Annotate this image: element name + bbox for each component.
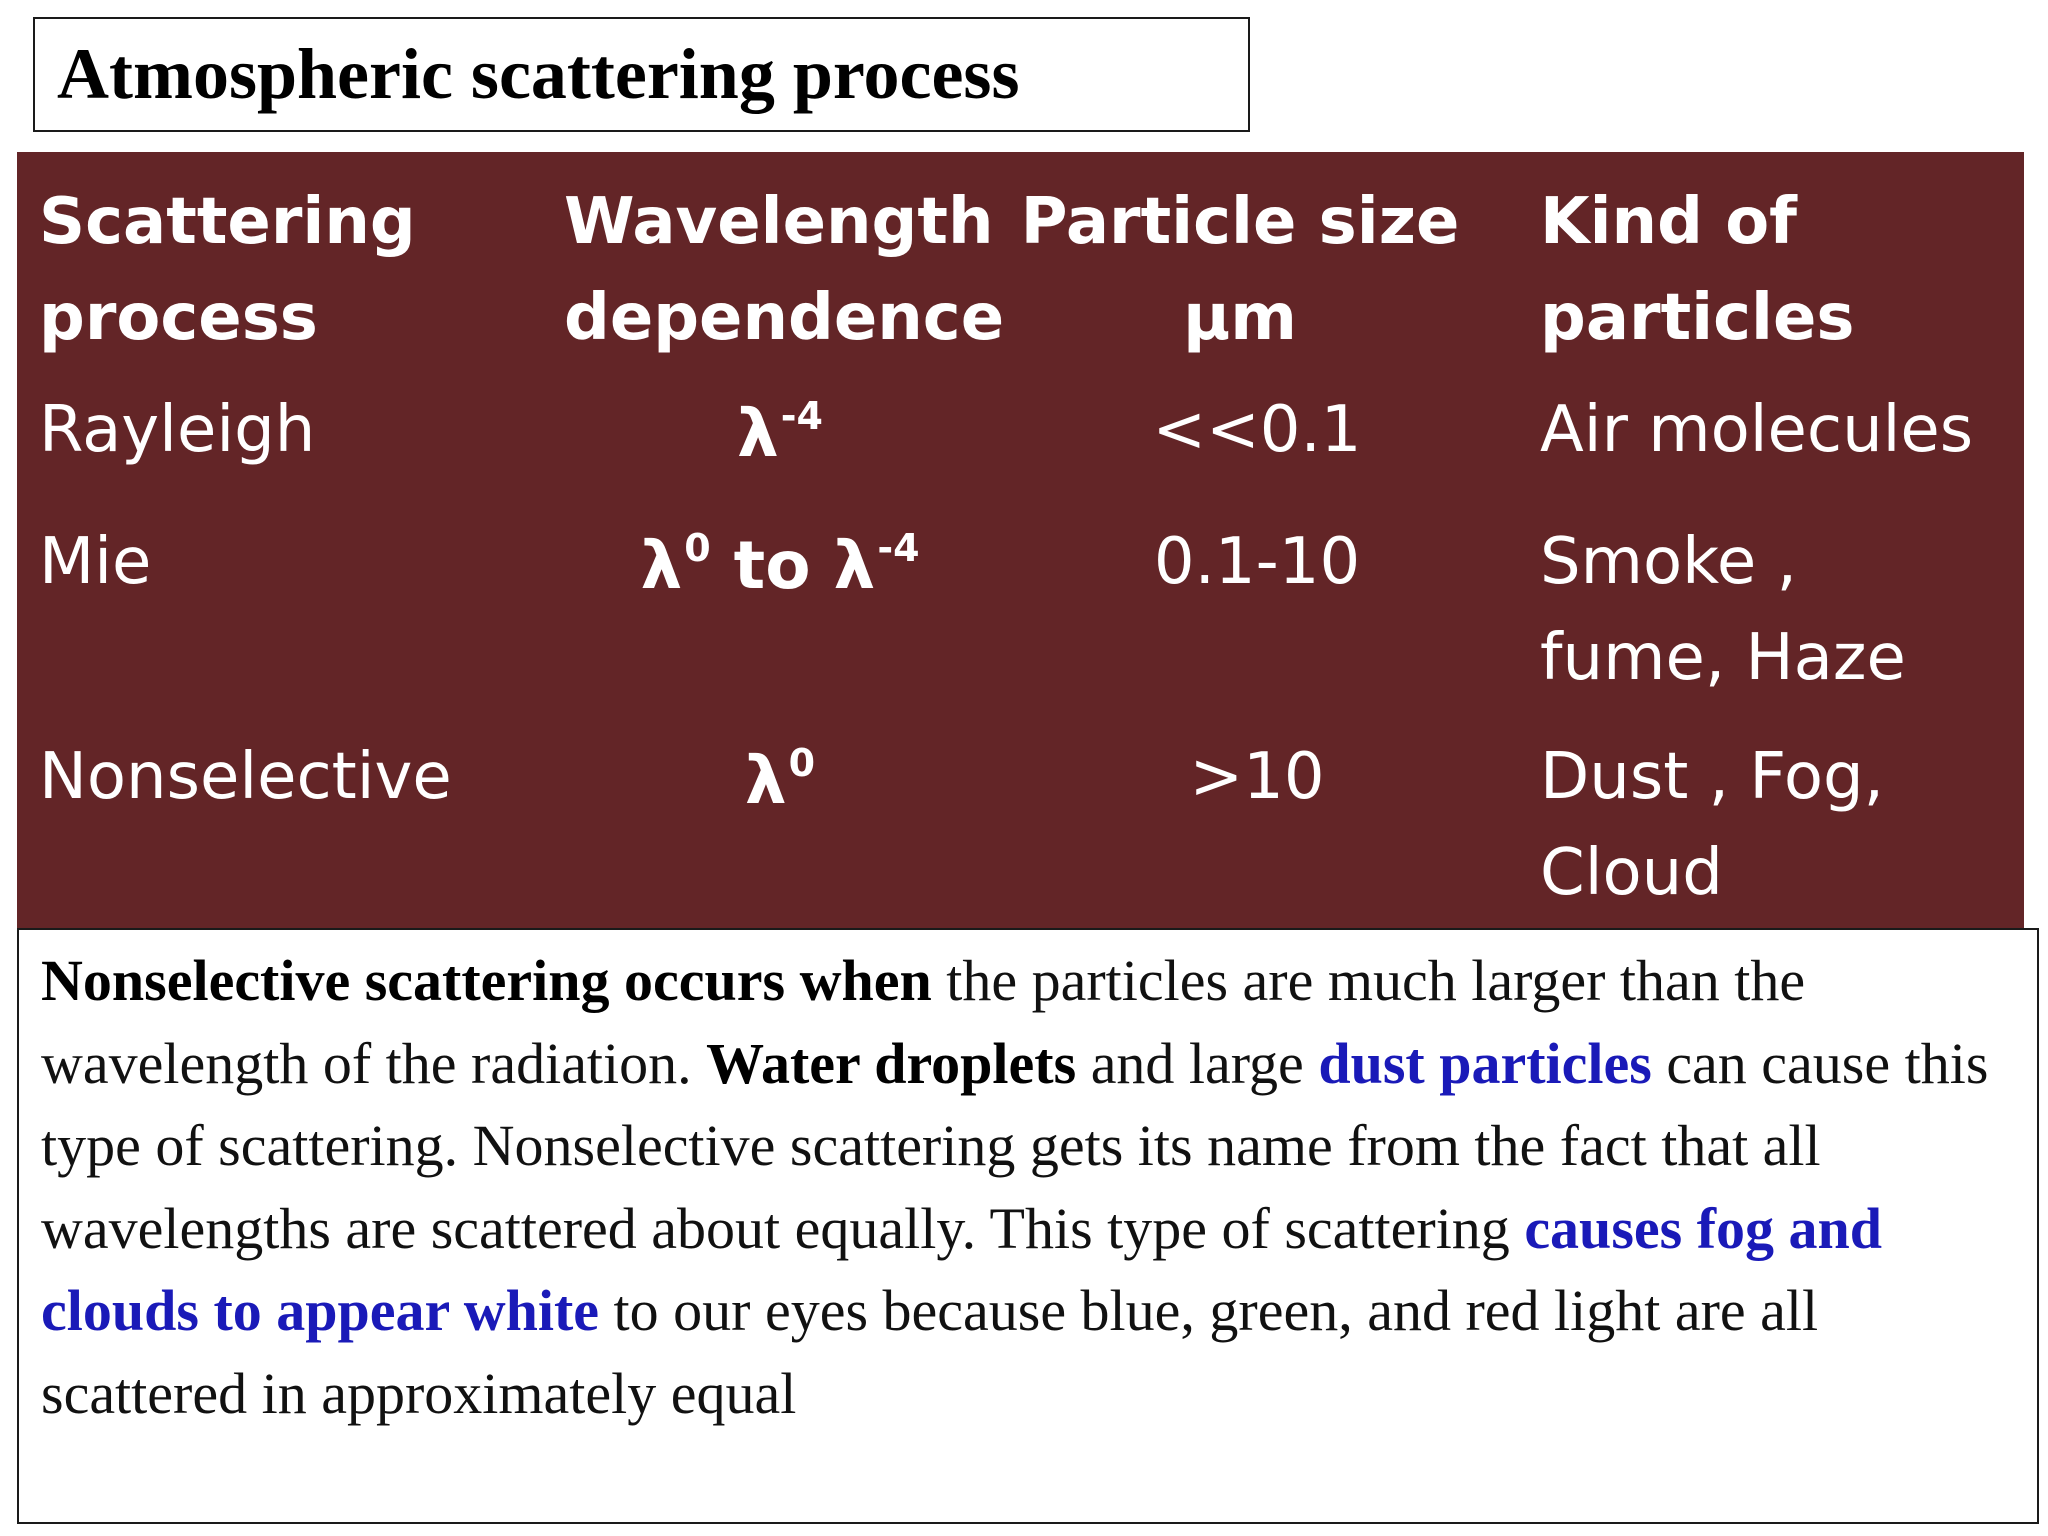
explanation-box [17, 928, 2039, 1524]
particles-line: Cloud [1540, 836, 1723, 910]
row-rayleigh-size: <<0.1 [1152, 393, 1362, 467]
body-text: the particles are much larger than the wavelength of the radiation. [41, 948, 1806, 1096]
emphasis-text: Water droplets [706, 1030, 1077, 1096]
header-line: Kind of [1540, 185, 1797, 259]
title-box [33, 17, 1250, 132]
lambda-symbol: λ [640, 527, 683, 604]
row-mie-process: Mie [39, 525, 152, 599]
header-line: µm [1183, 281, 1297, 355]
body-text: and large [1076, 1030, 1319, 1096]
row-rayleigh-particles [1540, 382, 1973, 478]
exponent: -4 [780, 394, 823, 438]
row-mie-size: 0.1-10 [1153, 525, 1361, 599]
header-kind-of-particles [1540, 174, 1854, 366]
particles-line: Smoke , [1540, 525, 1797, 599]
body-text: can cause this type of scattering. Nonselective scattering gets its name from the fact that all wavelengths are scattered about equally. This type of scattering [41, 1030, 1989, 1261]
particles-line: fume, Haze [1540, 621, 1906, 695]
header-line: dependence [564, 281, 1005, 355]
scattering-table [17, 152, 2024, 930]
header-line: Particle size [1020, 185, 1460, 259]
row-nonselective-wavelength [745, 719, 815, 829]
header-wavelength-dependence [564, 174, 1004, 366]
header-particle-size [1021, 174, 1460, 366]
exponent: 0 [684, 526, 711, 570]
explanation-paragraph [41, 940, 2026, 1435]
header-line: process [39, 281, 318, 355]
emphasis-text: Nonselective scattering occurs when [41, 948, 932, 1013]
row-mie-wavelength [640, 504, 919, 614]
wavelength-connector: to [710, 527, 834, 604]
row-rayleigh-process: Rayleigh [39, 393, 316, 467]
lambda-symbol: λ [737, 395, 779, 472]
header-scattering-process [39, 174, 416, 366]
row-rayleigh-wavelength [737, 372, 823, 482]
highlight-text: causes fog and clouds to appear white [41, 1195, 1883, 1343]
particles-line: Air molecules [1540, 393, 1974, 467]
header-line: Scattering [39, 185, 416, 259]
header-line: particles [1540, 281, 1855, 355]
body-text: to our eyes because blue, green, and red light are all scattered in approximately equal [41, 1278, 1819, 1426]
lambda-symbol: λ [833, 527, 876, 604]
header-line: Wavelength [564, 185, 994, 259]
particles-line: Dust , Fog, [1540, 740, 1884, 814]
lambda-symbol: λ [744, 742, 787, 819]
exponent: -4 [877, 526, 920, 570]
highlight-text: dust particles [1318, 1030, 1652, 1096]
row-nonselective-size: >10 [1189, 740, 1325, 814]
slide-title: Atmospheric scattering process [57, 34, 1020, 114]
row-mie-particles [1540, 514, 1906, 706]
exponent: 0 [788, 741, 816, 785]
row-nonselective-particles [1540, 729, 1884, 921]
row-nonselective-process: Nonselective [39, 740, 452, 814]
